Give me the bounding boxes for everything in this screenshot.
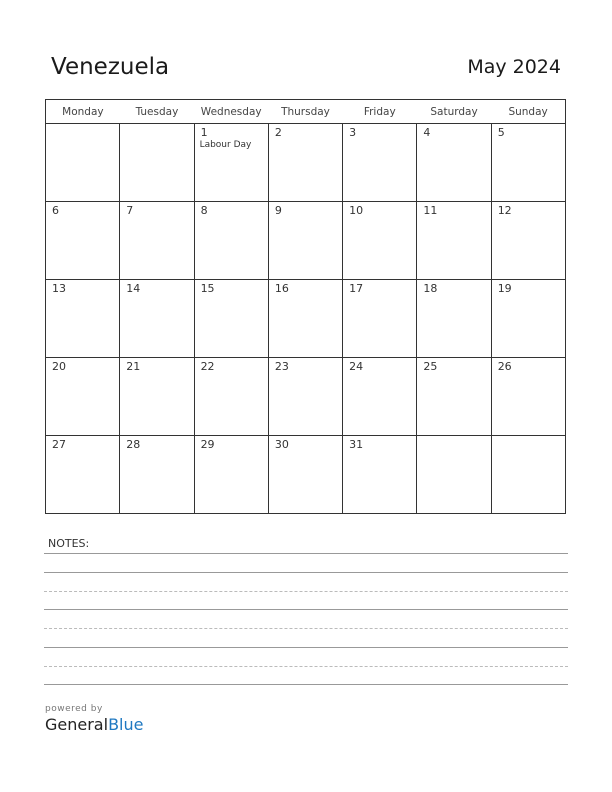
day-number: 10: [349, 204, 364, 217]
day-number: 26: [497, 360, 512, 373]
day-number: 31: [349, 438, 364, 451]
day-cell: [46, 124, 120, 202]
notes-line: [44, 684, 568, 685]
weekday-thursday: Thursday: [268, 100, 342, 124]
day-cell: [120, 358, 194, 436]
day-number: [417, 436, 490, 438]
notes-line: [44, 572, 568, 573]
weekday-wednesday: Wednesday: [194, 100, 268, 124]
day-number: 19: [497, 282, 512, 295]
day-number: 25: [423, 360, 438, 373]
day-number: 20: [52, 360, 66, 373]
weekday-monday: Monday: [46, 100, 120, 124]
day-cell: [417, 436, 491, 514]
notes-line: [44, 591, 568, 592]
day-number: [46, 124, 119, 126]
notes-line: [44, 628, 568, 629]
day-cell: [343, 358, 417, 436]
day-cell: [194, 202, 268, 280]
day-cell: [120, 202, 194, 280]
week-row-2: [46, 202, 566, 280]
day-cell: [491, 436, 565, 514]
day-cell: [194, 280, 268, 358]
day-cell: [417, 358, 491, 436]
day-number: 12: [497, 204, 512, 217]
day-number: 11: [423, 204, 438, 217]
day-cell: [343, 202, 417, 280]
day-cell: [120, 436, 194, 514]
day-cell: [120, 124, 194, 202]
day-cell: [417, 202, 491, 280]
brand-logo: [45, 715, 143, 734]
day-number: 9: [274, 204, 282, 217]
day-cell: [343, 124, 417, 202]
powered-by-text: powered by: [45, 704, 103, 714]
day-cell: [268, 358, 342, 436]
day-number: 16: [274, 282, 289, 295]
day-number: [120, 124, 193, 126]
day-cell: [46, 436, 120, 514]
day-number: 1: [200, 126, 208, 139]
day-number: 15: [200, 282, 215, 295]
day-cell: [417, 124, 491, 202]
day-cell: [46, 358, 120, 436]
calendar-grid: [45, 99, 566, 514]
day-number: 24: [349, 360, 364, 373]
month-year-label: May 2024: [467, 56, 561, 78]
day-cell: [417, 280, 491, 358]
week-row-5: [46, 436, 566, 514]
day-number: 29: [200, 438, 215, 451]
notes-line: [44, 609, 568, 610]
day-number: 5: [497, 126, 505, 139]
day-number: 8: [200, 204, 208, 217]
day-cell: [491, 358, 565, 436]
day-number: 23: [274, 360, 289, 373]
day-cell: [343, 436, 417, 514]
day-cell: [491, 280, 565, 358]
week-row-4: [46, 358, 566, 436]
day-cell: [268, 124, 342, 202]
day-cell: [343, 280, 417, 358]
day-number: 18: [423, 282, 438, 295]
day-number: 30: [274, 438, 289, 451]
week-row-1: [46, 124, 566, 202]
notes-line: [44, 647, 568, 648]
day-cell: [46, 202, 120, 280]
notes-label: NOTES:: [48, 537, 90, 550]
day-cell: [194, 436, 268, 514]
day-number: 21: [126, 360, 141, 373]
day-number: 22: [200, 360, 215, 373]
day-number: 6: [52, 204, 59, 217]
holiday-label: Labour Day: [199, 140, 252, 150]
day-cell: [46, 280, 120, 358]
day-number: 14: [126, 282, 141, 295]
day-cell: [268, 202, 342, 280]
day-number: 3: [349, 126, 357, 139]
weekday-header-row: [46, 100, 566, 124]
day-number: 2: [274, 126, 282, 139]
day-number: 17: [349, 282, 364, 295]
day-cell: [120, 280, 194, 358]
weekday-sunday: Sunday: [491, 100, 565, 124]
calendar-title: Venezuela: [51, 54, 170, 80]
weekday-friday: Friday: [343, 100, 417, 124]
day-number: [492, 436, 565, 438]
footer-branding: [45, 704, 143, 734]
day-cell: [491, 124, 565, 202]
brand-general: General: [45, 715, 109, 734]
day-number: 13: [52, 282, 66, 295]
brand-blue: Blue: [108, 715, 144, 734]
notes-line: [44, 553, 568, 554]
day-cell: [268, 280, 342, 358]
day-cell: [194, 358, 268, 436]
weekday-tuesday: Tuesday: [120, 100, 194, 124]
day-number: 4: [423, 126, 431, 139]
day-number: 27: [52, 438, 66, 451]
day-cell: [268, 436, 342, 514]
day-cell: [491, 202, 565, 280]
week-row-3: [46, 280, 566, 358]
day-number: 28: [126, 438, 141, 451]
weekday-saturday: Saturday: [417, 100, 491, 124]
notes-line: [44, 666, 568, 667]
day-cell: [194, 124, 268, 202]
day-number: 7: [126, 204, 134, 217]
